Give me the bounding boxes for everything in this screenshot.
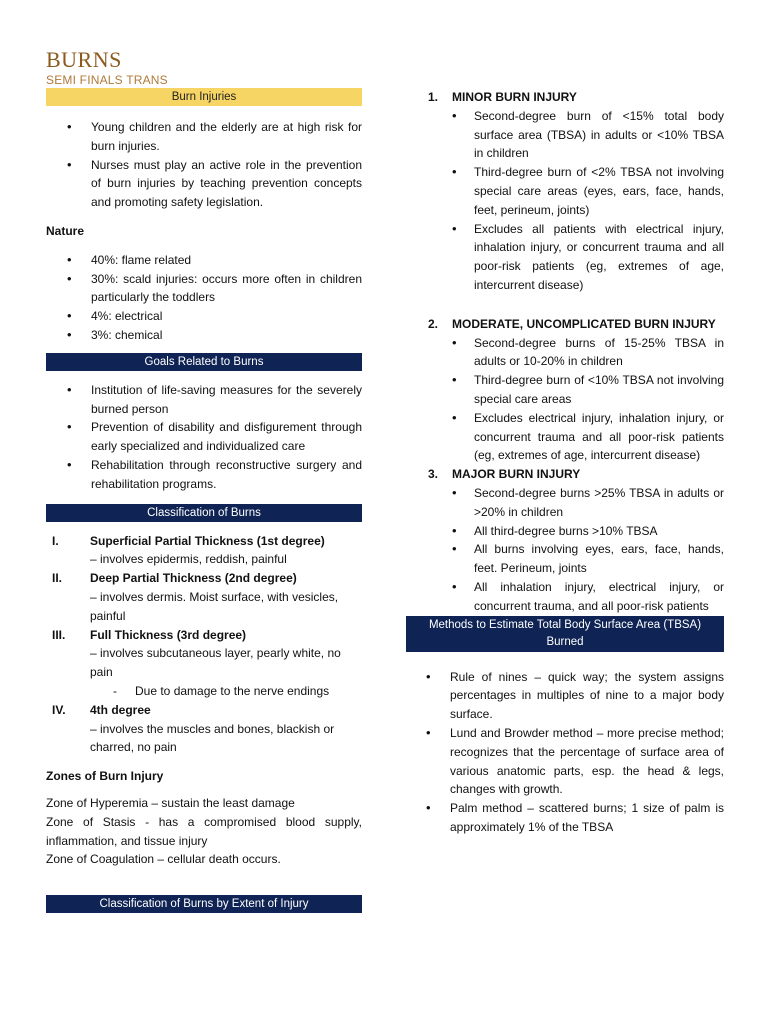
list-item: • Palm method – scattered burns; 1 size of palm is approximately 1% of the TBSA [406, 799, 724, 837]
list-item: • 30%: scald injuries: occurs more often in children particularly the toddlers [46, 270, 362, 308]
extent-header: Classification of Burns by Extent of Injury [46, 895, 362, 913]
degree-desc: – involves subcutaneous layer, pearly white, no pain [90, 646, 341, 680]
degree-note [90, 682, 362, 701]
section-number: 2. [428, 316, 439, 331]
list-item [46, 626, 362, 701]
nature-heading: Nature [46, 223, 85, 238]
burn-injuries-header: Burn Injuries [46, 88, 362, 106]
list-item: • Institution of life-saving measures for the severely burned person [46, 381, 362, 419]
minor-list [406, 107, 724, 295]
list-item: • Second-degree burn of <15% total body surface area (TBSA) in adults or <10% TBSA in children [406, 107, 724, 163]
page-title: BURNS [46, 47, 122, 72]
list-item: • Prevention of disability and disfigurement through early specialized and individualized care [46, 418, 362, 456]
list-item: • Lund and Browder method – more precise method; recognizes that the percentage of surface area of various anatomic parts, esp. the head & legs, changes with growth. [406, 724, 724, 799]
list-item [46, 701, 362, 757]
item-number: III. [52, 627, 66, 642]
degree-title: Full Thickness (3rd degree) [90, 627, 247, 642]
list-item: • Second-degree burns >25% TBSA in adults or >20% in children [406, 484, 724, 522]
list-item: • Young children and the elderly are at high risk for burn injuries. [46, 118, 362, 156]
major-heading [406, 465, 724, 484]
list-item: • All inhalation injury, electrical injury, or concurrent trauma, and all poor-risk patients [406, 578, 724, 616]
list-item: • Third-degree burn of <2% TBSA not involving special care areas (eyes, ears, face, hands, feet, perineum, joints) [406, 163, 724, 219]
classification-header: Classification of Burns [46, 504, 362, 522]
zone-line: Zone of Hyperemia – sustain the least damage [46, 795, 295, 810]
list-item: • 3%: chemical [46, 326, 362, 345]
goals-list [46, 381, 362, 494]
list-item: • Nurses must play an active role in the prevention of burn injuries by teaching prevention concepts and promoting safety legislation. [46, 156, 362, 212]
left-column [46, 88, 362, 913]
nature-list [46, 251, 362, 345]
note-text: Due to damage to the nerve endings [135, 683, 330, 698]
list-item: • Third-degree burn of <10% TBSA not involving special care areas [406, 371, 724, 409]
degree-desc: – involves dermis. Moist surface, with vesicles, painful [90, 589, 339, 623]
right-column [406, 88, 724, 837]
degree-desc: – involves epidermis, reddish, painful [90, 552, 287, 567]
list-item: • Rule of nines – quick way; the system assigns percentages in multiples of nine to a major body surface. [406, 668, 724, 724]
section-title: MAJOR BURN INJURY [452, 467, 581, 482]
zones-heading: Zones of Burn Injury [46, 769, 164, 784]
list-item: • 40%: flame related [46, 251, 362, 270]
zone-line: Zone of Coagulation – cellular death occurs. [46, 852, 281, 867]
list-item: • 4%: electrical [46, 307, 362, 326]
degree-desc: – involves the muscles and bones, blackish or charred, no pain [90, 721, 335, 755]
methods-header: Methods to Estimate Total Body Surface Area (TBSA) Burned [406, 616, 724, 652]
list-item: • All burns involving eyes, ears, face, hands, feet. Perineum, joints [406, 540, 724, 578]
section-number: 3. [428, 467, 439, 482]
list-item: • Excludes electrical injury, inhalation injury, or concurrent trauma and all poor-risk patients (eg, extremes of age, intercurrent disease) [406, 409, 724, 465]
list-item: • Excludes all patients with electrical injury, inhalation injury, or concurrent trauma and all poor-risk patients (eg, extremes of age, intercurrent disease) [406, 220, 724, 295]
item-number: II. [52, 571, 63, 586]
methods-list [406, 668, 724, 837]
classification-list [46, 532, 362, 758]
degree-title: Deep Partial Thickness (2nd degree) [90, 571, 297, 586]
item-number: IV. [52, 702, 66, 717]
item-number: I. [52, 533, 59, 548]
degree-title: 4th degree [90, 702, 151, 717]
zone-line: Zone of Stasis - has a compromised blood supply, inflammation, and tissue injury [46, 814, 362, 848]
page-subtitle: SEMI FINALS TRANS [46, 73, 168, 87]
moderate-heading [406, 315, 724, 334]
list-item: • Rehabilitation through reconstructive surgery and rehabilitation programs. [46, 456, 362, 494]
section-title: MODERATE, UNCOMPLICATED BURN INJURY [452, 316, 716, 331]
dash-marker: - [113, 683, 117, 698]
section-number: 1. [428, 90, 439, 104]
moderate-list [406, 334, 724, 466]
section-title: MINOR BURN INJURY [452, 90, 577, 104]
list-item: • Second-degree burns of 15-25% TBSA in adults or 10-20% in children [406, 334, 724, 372]
degree-title: Superficial Partial Thickness (1st degree) [90, 533, 325, 548]
burn-injuries-list [46, 118, 362, 212]
major-list [406, 484, 724, 616]
list-item [46, 569, 362, 625]
list-item [46, 532, 362, 570]
goals-header: Goals Related to Burns [46, 353, 362, 371]
list-item: • All third-degree burns >10% TBSA [406, 522, 724, 541]
minor-heading [406, 88, 724, 107]
